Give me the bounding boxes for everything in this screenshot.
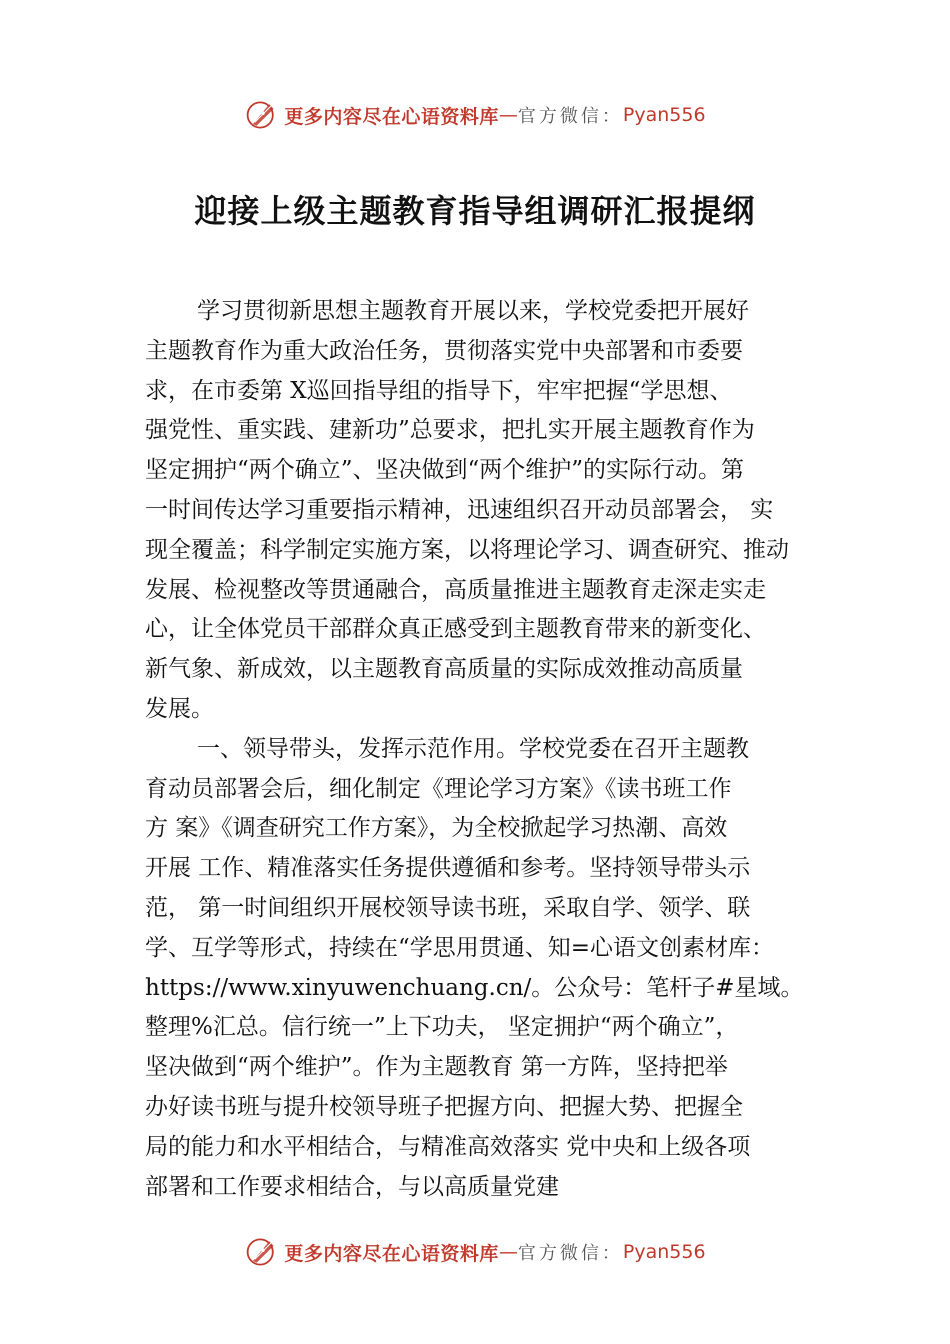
body-line: 现全覆盖；科学制定实施方案，以将理论学习、调查研究、推动 — [145, 536, 789, 563]
body-line: 坚定拥护“两个确立”、坚决做到“两个维护”的实际行动。第 — [145, 457, 745, 484]
banner-separator: — — [498, 104, 518, 126]
body-line: 心，让全体党员干部群众真正感受到主题教育带来的新变化、 — [145, 616, 766, 643]
body-line: 坚决做到“两个维护”。作为主题教育 第一方阵，坚持把举 — [145, 1054, 728, 1081]
body-line: 开展 工作、精准落实任务提供遵循和参考。坚持领导带头示 — [145, 855, 751, 882]
document-body — [145, 292, 830, 1207]
section-heading-line: 一、领导带头，发挥示范作用。学校党委在召开主题教 — [197, 735, 749, 762]
body-line: 育动员部署会后，细化制定《理论学习方案》《读书班工作 — [145, 775, 732, 802]
body-line: 方 案》《调查研究工作方案》，为全校掀起学习热潮、高效 — [145, 815, 728, 842]
banner-wechat-id: Pyan556 — [622, 1241, 706, 1263]
banner-brand-text: 更多内容尽在心语资料库 — [284, 105, 499, 128]
body-line: 整理%汇总。信行统一”上下功夫， 坚定拥护“两个确立”， — [145, 1014, 739, 1041]
body-line: 强党性、重实践、建新功”总要求，把扎实开展主题教育作为 — [145, 417, 755, 444]
body-line: 主题教育作为重大政治任务，贯彻落实党中央部署和市委要 — [145, 337, 743, 364]
footer-banner — [0, 1232, 950, 1272]
body-line: 部署和工作要求相结合，与以高质量党建 — [145, 1173, 559, 1200]
body-line: 发展。 — [145, 695, 214, 722]
body-line: 学、互学等形式，持续在“学思用贯通、知=心语文创素材库： — [145, 934, 775, 961]
body-line: 求，在市委第 X巡回指导组的指导下，牢牢把握“学思想、 — [145, 377, 733, 404]
pen-nib-logo-icon — [244, 97, 280, 133]
body-line: 范， 第一时间组织开展校领导读书班，采取自学、领学、联 — [145, 894, 751, 921]
body-line: 新气象、新成效，以主题教育高质量的实际成效推动高质量 — [145, 656, 743, 683]
document-title: 迎接上级主题教育指导组调研汇报提纲 — [194, 192, 756, 230]
banner-wechat-label: 官方微信： — [517, 1243, 623, 1264]
body-line: 办好读书班与提升校领导班子把握方向、把握大势、把握全 — [145, 1093, 743, 1120]
body-line: 一时间传达学习重要指示精神，迅速组织召开动员部署会， 实 — [145, 496, 774, 523]
banner-wechat-label: 官方微信： — [517, 106, 623, 127]
pen-nib-logo-icon — [244, 1234, 280, 1270]
banner-wechat-id: Pyan556 — [622, 104, 706, 126]
body-line: https://www.xinyuwenchuang.cn/。公众号：笔杆子#星域。 — [145, 974, 804, 1001]
body-line: 局的能力和水平相结合，与精准高效落实 党中央和上级各项 — [145, 1133, 751, 1160]
body-line: 学习贯彻新思想主题教育开展以来，学校党委把开展好 — [197, 298, 749, 324]
header-banner — [0, 95, 950, 135]
banner-brand-text: 更多内容尽在心语资料库 — [284, 1242, 499, 1265]
banner-separator: — — [498, 1241, 518, 1263]
body-line: 发展、检视整改等贯通融合，高质量推进主题教育走深走实走 — [145, 576, 766, 603]
